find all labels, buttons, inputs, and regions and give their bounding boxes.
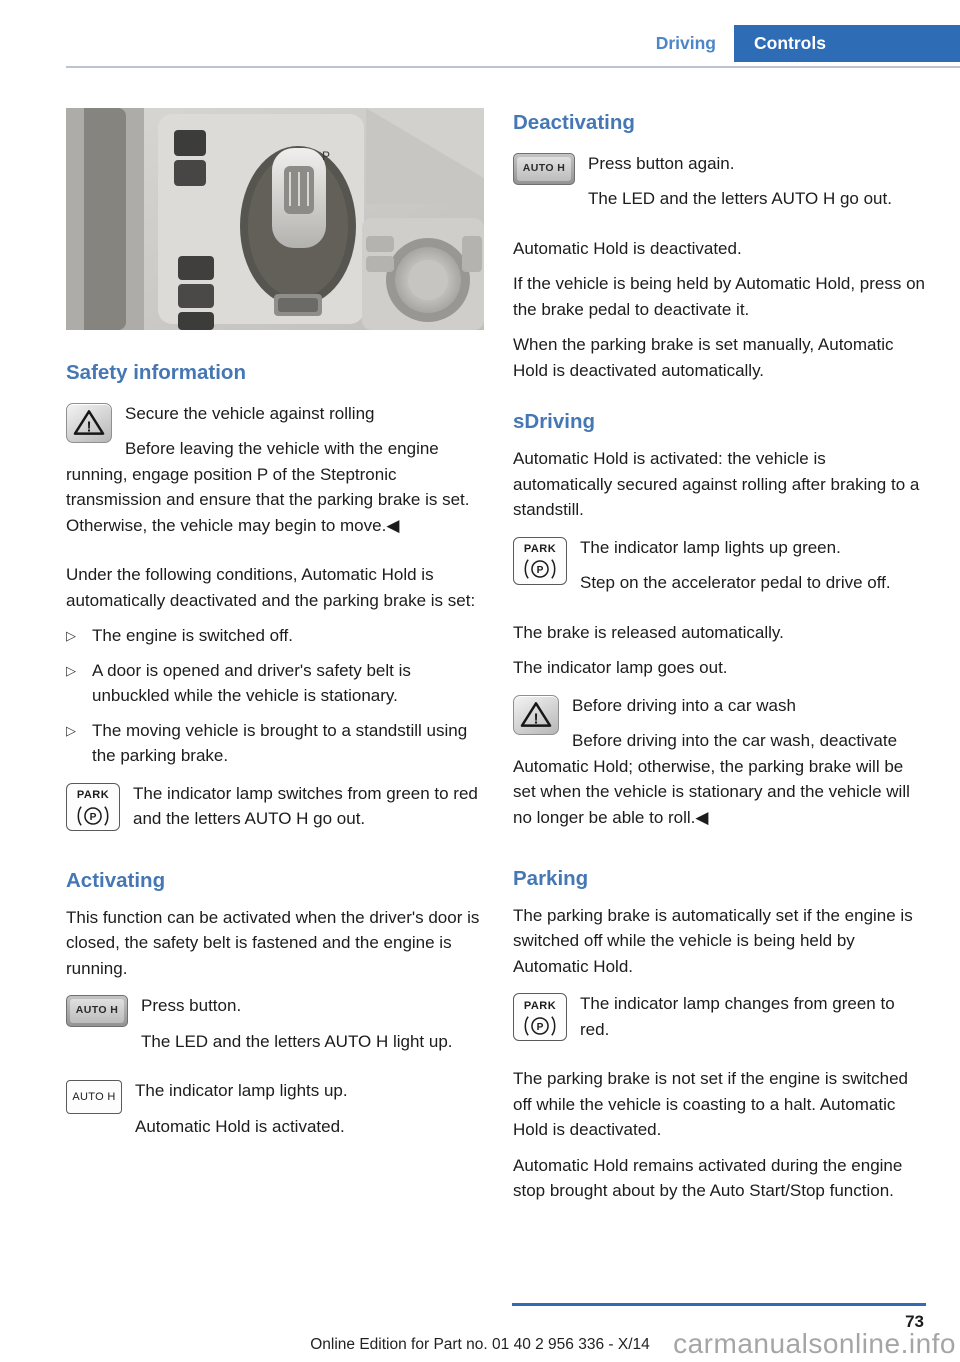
park-lamp-change: The indicator lamp changes from green to red. (580, 994, 895, 1039)
activating-intro: This function can be activated when the driver's door is closed, the safety belt is fastened and the engine is running. (66, 907, 480, 978)
park-indicator-label: PARK (76, 789, 110, 801)
circled-p-icon (74, 805, 112, 827)
park-letter: P (89, 811, 97, 823)
auto-h-button-icon (66, 995, 128, 1027)
list-item (66, 623, 480, 649)
lamp-result: Automatic Hold is activated. (135, 1116, 345, 1136)
left-column (66, 108, 480, 1214)
auto-h-indicator-icon: AUTO H (66, 1080, 122, 1114)
footer-divider (512, 1303, 926, 1306)
auto-h-lamp-note (66, 1078, 480, 1149)
park-indicator-label: PARK (523, 542, 557, 555)
console-button (178, 256, 214, 280)
section-heading-safety-information: Safety information (66, 361, 246, 384)
accelerator-instruction: Step on the accelerator pedal to drive off. (580, 573, 891, 592)
list-item-text: The moving vehicle is brought to a standstill using the parking brake. (92, 720, 468, 766)
list-item-text: A door is opened and driver's safety belt is unbuckled while the vehicle is stationary. (92, 660, 411, 706)
auto-h-button-icon (513, 153, 575, 185)
circled-p-icon (521, 558, 559, 580)
lamp-goes-out: The indicator lamp goes out. (513, 658, 728, 677)
press-result: The LED and the letters AUTO H light up. (141, 1031, 453, 1051)
park-indicator-label: PARK (523, 999, 557, 1012)
park-letter: P (536, 565, 544, 577)
press-result: The LED and the letters AUTO H go out. (588, 189, 892, 209)
warning-title: Before driving into a car wash (572, 695, 796, 715)
edition-text: Online Edition for Part no. 01 40 2 956 336 - X/14 (310, 1336, 650, 1353)
park-indicator-icon (66, 783, 120, 831)
page-header (0, 0, 960, 62)
park-indicator-note (66, 781, 480, 842)
auto-h-press-note (513, 151, 927, 222)
console-button (174, 160, 206, 186)
warning-title: Secure the vehicle against rolling (125, 403, 375, 423)
park-note-text: The indicator lamp switches from green to red and the letters AUTO H go out. (133, 783, 478, 829)
page-number: 73 (905, 1312, 924, 1331)
list-item (66, 718, 480, 769)
section-heading-activating: Activating (66, 868, 166, 892)
gear-position-letter: P (321, 149, 331, 163)
section-heading-deactivating: Deactivating (513, 111, 635, 134)
press-instruction: Press button again. (588, 153, 735, 173)
console-photo (66, 108, 484, 330)
deactivating-manual-brake: When the parking brake is set manually, Automatic Hold is deactivated automatically. (513, 335, 894, 380)
console-button (366, 236, 394, 252)
parking-intro: The parking brake is automatically set if the engine is switched off while the vehicle is being held by Automatic Hold. (513, 905, 913, 976)
console-button (366, 256, 394, 272)
warning-exclamation: ! (533, 711, 539, 728)
section-heading-driving: sDriving (513, 410, 596, 434)
console-photo-illustration (66, 108, 484, 330)
park-indicator-icon (513, 537, 567, 585)
triangle-bullet-icon: ▷ (66, 722, 76, 738)
park-indicator-note (513, 991, 927, 1052)
park-indicator-icon (513, 993, 567, 1041)
conditions-intro: Under the following conditions, Automatic Hold is automatically deactivated and the parking brake is set: (66, 565, 476, 610)
park-lamp-green: The indicator lamp lights up green. (580, 537, 841, 557)
warning-body: Before driving into the car wash, deactivate Automatic Hold; otherwise, the parking brake will be set when the vehicle is stationary and the vehicle will no longer be able to roll.◀ (513, 731, 910, 827)
parking-coasting: The parking brake is not set if the engine is switched off while the vehicle is coasting to a halt. Automatic Hold is deactivated. (513, 1069, 908, 1140)
parking-auto-start-stop: Automatic Hold remains activated during the engine stop brought about by the Auto Start/Stop function. (513, 1155, 903, 1201)
warning-icon (513, 695, 559, 735)
driving-intro: Automatic Hold is activated: the vehicle is automatically secured against rolling after braking to a standstill. (513, 449, 920, 519)
console-button (178, 312, 214, 330)
breadcrumb: Driving (655, 33, 716, 53)
car-wash-warning-note (513, 693, 927, 841)
triangle-bullet-icon: ▷ (66, 662, 76, 678)
right-column (513, 108, 927, 1214)
auto-h-button-label: AUTO H (517, 157, 571, 181)
section-heading-parking: Parking (513, 867, 589, 890)
brake-released: The brake is released automatically. (513, 622, 784, 642)
press-instruction: Press button. (141, 996, 242, 1015)
park-letter: P (536, 1021, 544, 1033)
triangle-bullet-icon: ▷ (66, 628, 76, 644)
auto-h-button-label: AUTO H (70, 999, 124, 1023)
circled-p-icon (521, 1015, 559, 1037)
list-item-text: The engine is switched off. (92, 626, 293, 646)
watermark: carmanualsonline.info (673, 1328, 956, 1359)
console-button (462, 236, 482, 272)
deactivating-status: Automatic Hold is deactivated. (513, 238, 742, 258)
tab-controls: Controls (734, 25, 960, 62)
lamp-status: The indicator lamp lights up. (135, 1081, 348, 1100)
warning-body: Before leaving the vehicle with the engine running, engage position P of the Steptronic transmission and ensure that the parking brake is set. Otherwise, the vehicle may begin to move.◀ (66, 439, 470, 535)
auto-h-press-note (66, 993, 480, 1064)
deactivating-brake-pedal: If the vehicle is being held by Automatic Hold, press on the brake pedal to deactivate it. (513, 274, 926, 319)
list-item (66, 658, 480, 709)
safety-warning-note (66, 401, 480, 549)
content-columns (0, 68, 960, 1214)
warning-icon (66, 403, 112, 443)
warning-exclamation: ! (86, 419, 92, 436)
console-button (174, 130, 206, 156)
park-indicator-note (513, 535, 927, 606)
console-button (178, 284, 214, 308)
